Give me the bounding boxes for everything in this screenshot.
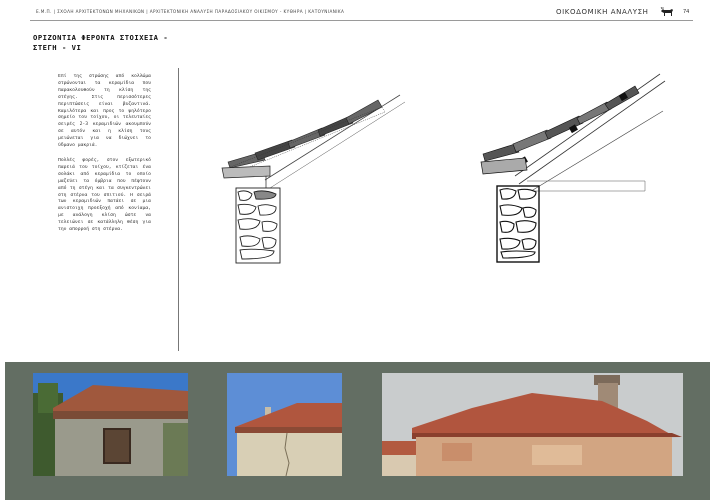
photo-chimney-roof <box>382 373 683 476</box>
roof-eave-sketch-left <box>210 80 410 265</box>
section-title-line2: ΣΤΕΓΗ - VI <box>33 42 82 52</box>
goat-icon <box>660 7 674 17</box>
column-divider <box>178 68 179 351</box>
header-divider <box>30 20 693 21</box>
paragraph-1: Επί της στρώσης από κολλώμα στρώνονται τα κεραμίδια που παρακολουθούν τη κλίση της στέγης. Στις περισσότερες περιπτώσεις είναι βυζαντινά. Καμιλότερα και προς το ψηλότερο σημείο του τοίχου, οι τελευταίες σειρές 2-3 κεραμιδιών ακουμπούν σε αυτόν και η κλίση τους μειώνεται για να διώχνει το ύδμανο μακριά. <box>58 74 151 149</box>
document-title: ΟΙΚΟΔΟΜΙΚΗ ΑΝΑΛΥΣΗ <box>556 8 649 16</box>
page-header <box>0 0 715 20</box>
photo-roof-corner <box>227 373 342 476</box>
breadcrumb: Ε.Μ.Π. | ΣΧΟΛΗ ΑΡΧΙΤΕΚΤΟΝΩΝ ΜΗΧΑΝΙΚΩΝ | ΑΡΧΙΤΕΚΤΟΝΙΚΗ ΑΝΑΛΥΣΗ ΠΑΡΑΔΟΣΙΑΚΟΥ ΟΙΚΙΣΜΟΥ - ΚΥΘΗΡΑ | ΚΑΤΟΥΝΙΑΝΙΚΑ <box>36 9 345 14</box>
section-title-line1: ΟΡΙΖΟΝΤΙΑ ΦΕΡΟΝΤΑ ΣΤΟΙΧΕΙΑ - <box>33 33 169 42</box>
roof-eave-sketch-right <box>475 66 670 266</box>
photo-house-window <box>33 373 188 476</box>
paragraph-2: Πολλές φορές, στον εξωτερικό παρειά του τοίχου, κτίζεται ένα σολάκι από κεραμίδια το οποίο μαζεύει τα όμβρια που πέφτουν από τη στέγη και τα συγκεντρώνει στη στέρνα του σπιτιού. Η σειρά των κεραμιδιών πατάει σε μια ανιστοιχη προεξοχή από κονίαμα, με ανάλογη κλίση ώστε να τελειώνει σε κατάλληλη θέση για την απορροή στη στέρνα. <box>58 158 151 233</box>
section-title <box>33 33 183 52</box>
page-number: 74 <box>683 9 690 15</box>
